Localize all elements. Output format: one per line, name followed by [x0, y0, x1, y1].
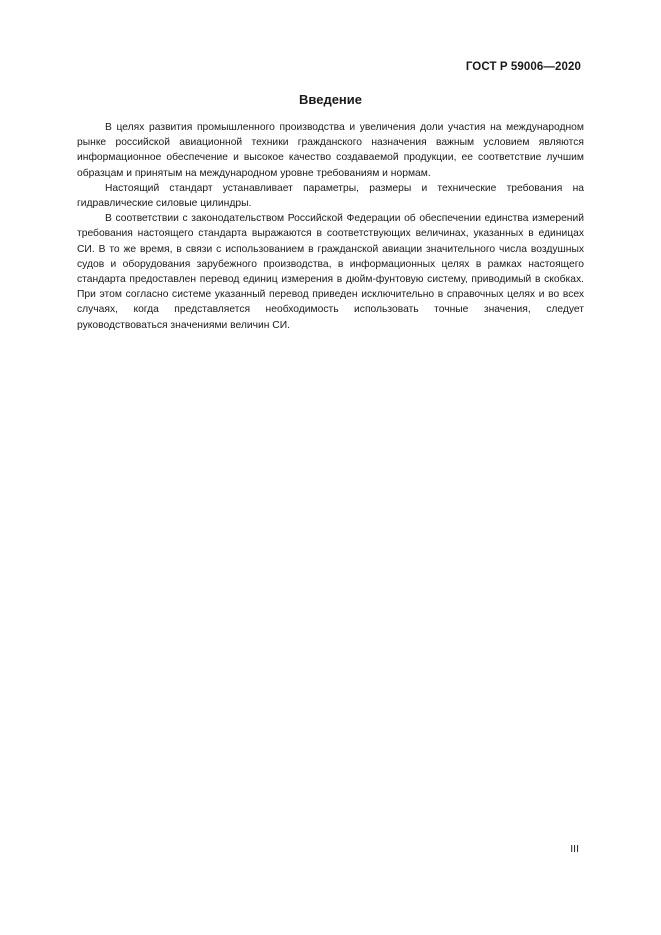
body-text	[77, 120, 584, 333]
paragraph: В соответствии с законодательством Российской Федерации об обеспечении единства измерений требования настоящего стандарта выражаются в соответствующих величинах, указанных в единицах СИ. В то же время, в связи с использованием в гражданской авиации значительного числа воздушных судов и оборудования зарубежного производства, в информационных целях в рамках настоящего стандарта предоставлен перевод единиц измерения в дюйм-фунтовую систему, приводимый в скобках. При этом согласно системе указанный перевод приведен исключительно в справочных целях и во всех случаях, когда представляется необходимость использовать точные значения, следует руководствоваться значениями величин СИ.	[77, 213, 584, 331]
paragraph: Настоящий стандарт устанавливает параметры, размеры и технические требования на гидравлические силовые цилиндры.	[77, 182, 584, 210]
page-number: III	[570, 843, 579, 855]
section-title: Введение	[299, 92, 362, 107]
paragraph: В целях развития промышленного производства и увеличения доли участия на международном рынке российской авиационной техники гражданского назначения важным условием являются информационное обеспечение и высокое качество создаваемой продукции, ее соответствие лучшим образцам и принятым на международном уровне требованиям и нормам.	[77, 122, 584, 179]
document-code: ГОСТ Р 59006—2020	[465, 61, 581, 73]
